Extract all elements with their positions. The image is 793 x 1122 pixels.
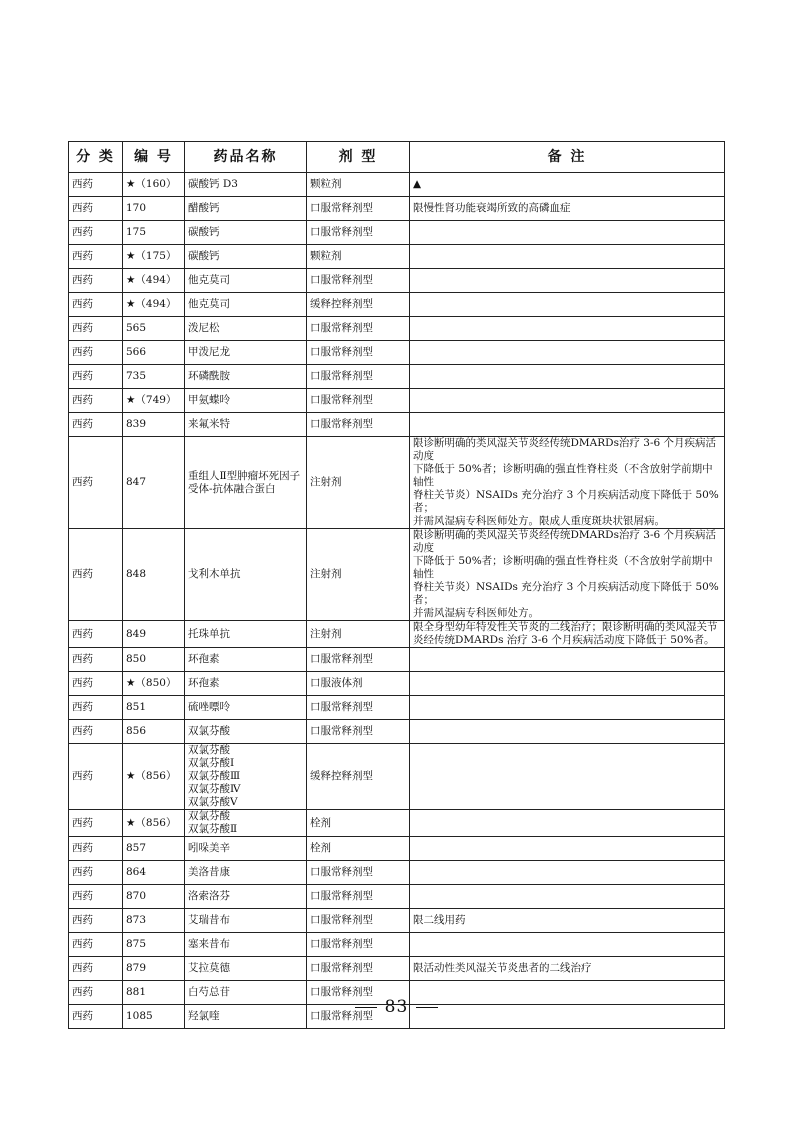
cell-dosage-form: 口服常释剂型 [307,696,410,720]
cell-dosage-form: 注射剂 [307,437,410,529]
table-row [69,720,725,744]
cell-drug-name: 戈利木单抗 [185,529,307,621]
cell-remarks: ▲ [410,173,725,197]
cell-remarks [410,293,725,317]
cell-category: 西药 [69,672,123,696]
cell-category: 西药 [69,744,123,810]
table-row [69,389,725,413]
cell-number: 879 [123,957,185,981]
cell-dosage-form: 口服常释剂型 [307,861,410,885]
table-row [69,437,725,529]
cell-number: 170 [123,197,185,221]
cell-drug-name: 环孢素 [185,648,307,672]
page-number: 83 [384,997,409,1017]
cell-remarks: 限活动性类风湿关节炎患者的二线治疗 [410,957,725,981]
cell-category: 西药 [69,529,123,621]
cell-dosage-form: 口服常释剂型 [307,1005,410,1029]
table-row [69,221,725,245]
table-row [69,672,725,696]
cell-drug-name: 白芍总苷 [185,981,307,1005]
table-row [69,365,725,389]
cell-remarks [410,861,725,885]
cell-remarks [410,389,725,413]
table-row [69,293,725,317]
cell-drug-name: 碳酸钙 D3 [185,173,307,197]
cell-dosage-form: 颗粒剂 [307,173,410,197]
cell-remarks [410,221,725,245]
cell-drug-name: 艾瑞昔布 [185,909,307,933]
cell-remarks [410,885,725,909]
table-row [69,245,725,269]
cell-dosage-form: 口服常释剂型 [307,720,410,744]
cell-drug-name: 托珠单抗 [185,621,307,648]
table-row [69,173,725,197]
cell-drug-name: 甲泼尼龙 [185,341,307,365]
cell-number: ★（856） [123,810,185,837]
cell-dosage-form: 栓剂 [307,837,410,861]
cell-drug-name: 碳酸钙 [185,221,307,245]
cell-remarks [410,933,725,957]
cell-remarks [410,341,725,365]
cell-remarks [410,744,725,810]
header-remarks: 备 注 [410,142,725,173]
cell-drug-name: 硫唑嘌呤 [185,696,307,720]
table-row [69,529,725,621]
cell-number: 839 [123,413,185,437]
cell-remarks [410,648,725,672]
cell-number: ★（175） [123,245,185,269]
cell-category: 西药 [69,389,123,413]
cell-number: 851 [123,696,185,720]
dash-right [416,1007,438,1008]
table-row [69,269,725,293]
cell-category: 西药 [69,885,123,909]
cell-drug-name: 泼尼松 [185,317,307,341]
cell-category: 西药 [69,1005,123,1029]
cell-drug-name: 碳酸钙 [185,245,307,269]
cell-number: 848 [123,529,185,621]
header-dosage-form: 剂 型 [307,142,410,173]
cell-remarks [410,317,725,341]
cell-category: 西药 [69,413,123,437]
cell-remarks [410,837,725,861]
cell-drug-name: 双氯芬酸 双氯芬酸Ⅱ [185,810,307,837]
cell-dosage-form: 栓剂 [307,810,410,837]
cell-category: 西药 [69,696,123,720]
header-number: 编 号 [123,142,185,173]
cell-drug-name: 醋酸钙 [185,197,307,221]
cell-drug-name: 塞来昔布 [185,933,307,957]
cell-category: 西药 [69,861,123,885]
cell-category: 西药 [69,909,123,933]
cell-dosage-form: 口服常释剂型 [307,957,410,981]
table-header-row [69,142,725,173]
table-row [69,648,725,672]
table-row [69,696,725,720]
cell-remarks [410,810,725,837]
cell-remarks: 限慢性肾功能衰竭所致的高磷血症 [410,197,725,221]
cell-category: 西药 [69,437,123,529]
table-row [69,341,725,365]
table-body [69,173,725,1029]
cell-number: 849 [123,621,185,648]
table-row [69,885,725,909]
cell-number: 565 [123,317,185,341]
drug-table [68,141,725,1029]
table-row [69,957,725,981]
table-row [69,197,725,221]
cell-category: 西药 [69,317,123,341]
cell-number: 881 [123,981,185,1005]
cell-remarks [410,365,725,389]
cell-number: ★（850） [123,672,185,696]
cell-dosage-form: 口服常释剂型 [307,389,410,413]
table-row [69,909,725,933]
cell-category: 西药 [69,837,123,861]
cell-drug-name: 他克莫司 [185,293,307,317]
cell-category: 西药 [69,173,123,197]
cell-category: 西药 [69,648,123,672]
header-category: 分 类 [69,142,123,173]
cell-dosage-form: 口服常释剂型 [307,909,410,933]
cell-number: 875 [123,933,185,957]
cell-dosage-form: 注射剂 [307,621,410,648]
cell-dosage-form: 口服常释剂型 [307,365,410,389]
cell-drug-name: 环孢素 [185,672,307,696]
cell-category: 西药 [69,269,123,293]
cell-category: 西药 [69,981,123,1005]
cell-dosage-form: 注射剂 [307,529,410,621]
table-row [69,621,725,648]
cell-category: 西药 [69,720,123,744]
cell-remarks: 限诊断明确的类风湿关节炎经传统DMARDs治疗 3-6 个月疾病活动度 下降低于 50%者；诊断明确的强直性脊柱炎（不含放射学前期中轴性 脊柱关节炎）NSAIDs 充分治疗 3 个月疾病活动度下降低于 50%者； 并需风湿病专科医师处方。限成人重度斑块状银屑病。 [410,437,725,529]
cell-number: ★（856） [123,744,185,810]
cell-dosage-form: 口服常释剂型 [307,648,410,672]
cell-category: 西药 [69,365,123,389]
cell-drug-name: 环磷酰胺 [185,365,307,389]
cell-drug-name: 甲氨蝶呤 [185,389,307,413]
cell-number: 856 [123,720,185,744]
cell-number: 847 [123,437,185,529]
cell-number: ★（494） [123,269,185,293]
header-drug-name: 药品名称 [185,142,307,173]
cell-drug-name: 艾拉莫德 [185,957,307,981]
cell-drug-name: 美洛昔康 [185,861,307,885]
cell-drug-name: 来氟米特 [185,413,307,437]
cell-drug-name: 重组人Ⅱ型肿瘤坏死因子 受体-抗体融合蛋白 [185,437,307,529]
cell-dosage-form: 口服常释剂型 [307,269,410,293]
cell-category: 西药 [69,341,123,365]
table-row [69,933,725,957]
cell-category: 西药 [69,293,123,317]
cell-number: 870 [123,885,185,909]
table-row [69,413,725,437]
cell-category: 西药 [69,810,123,837]
cell-remarks [410,696,725,720]
cell-number: ★（494） [123,293,185,317]
cell-dosage-form: 口服常释剂型 [307,197,410,221]
cell-dosage-form: 口服常释剂型 [307,933,410,957]
cell-remarks: 限全身型幼年特发性关节炎的二线治疗；限诊断明确的类风湿关节 炎经传统DMARDs 治疗 3-6 个月疾病活动度下降低于 50%者。 [410,621,725,648]
cell-category: 西药 [69,221,123,245]
page-footer [0,997,793,1017]
cell-dosage-form: 口服常释剂型 [307,885,410,909]
dash-left [355,1007,377,1008]
cell-drug-name: 吲哚美辛 [185,837,307,861]
cell-dosage-form: 口服常释剂型 [307,981,410,1005]
table-row [69,317,725,341]
cell-category: 西药 [69,245,123,269]
cell-remarks [410,720,725,744]
cell-drug-name: 他克莫司 [185,269,307,293]
cell-number: 864 [123,861,185,885]
cell-dosage-form: 口服常释剂型 [307,221,410,245]
cell-number: 566 [123,341,185,365]
table-row [69,861,725,885]
cell-remarks [410,672,725,696]
cell-number: 1085 [123,1005,185,1029]
cell-drug-name: 双氯芬酸 双氯芬酸Ⅰ 双氯芬酸Ⅲ 双氯芬酸Ⅳ 双氯芬酸Ⅴ [185,744,307,810]
cell-category: 西药 [69,197,123,221]
cell-number: 857 [123,837,185,861]
cell-dosage-form: 缓释控释剂型 [307,293,410,317]
table-row [69,837,725,861]
cell-number: ★（749） [123,389,185,413]
cell-number: 873 [123,909,185,933]
cell-remarks [410,269,725,293]
cell-drug-name: 双氯芬酸 [185,720,307,744]
cell-number: 175 [123,221,185,245]
cell-drug-name: 洛索洛芬 [185,885,307,909]
cell-dosage-form: 颗粒剂 [307,245,410,269]
cell-dosage-form: 口服常释剂型 [307,317,410,341]
cell-remarks: 限二线用药 [410,909,725,933]
cell-dosage-form: 口服常释剂型 [307,341,410,365]
cell-number: 850 [123,648,185,672]
cell-remarks [410,245,725,269]
cell-number: ★（160） [123,173,185,197]
cell-drug-name: 羟氯喹 [185,1005,307,1029]
cell-remarks: 限诊断明确的类风湿关节炎经传统DMARDs治疗 3-6 个月疾病活动度 下降低于 50%者；诊断明确的强直性脊柱炎（不含放射学前期中轴性 脊柱关节炎）NSAIDs 充分治疗 3 个月疾病活动度下降低于 50%者； 并需风湿病专科医师处方。 [410,529,725,621]
cell-dosage-form: 口服液体剂 [307,672,410,696]
cell-dosage-form: 口服常释剂型 [307,413,410,437]
cell-number: 735 [123,365,185,389]
table-row [69,744,725,810]
cell-dosage-form: 缓释控释剂型 [307,744,410,810]
cell-category: 西药 [69,933,123,957]
cell-remarks [410,413,725,437]
cell-category: 西药 [69,957,123,981]
cell-category: 西药 [69,621,123,648]
table-row [69,810,725,837]
